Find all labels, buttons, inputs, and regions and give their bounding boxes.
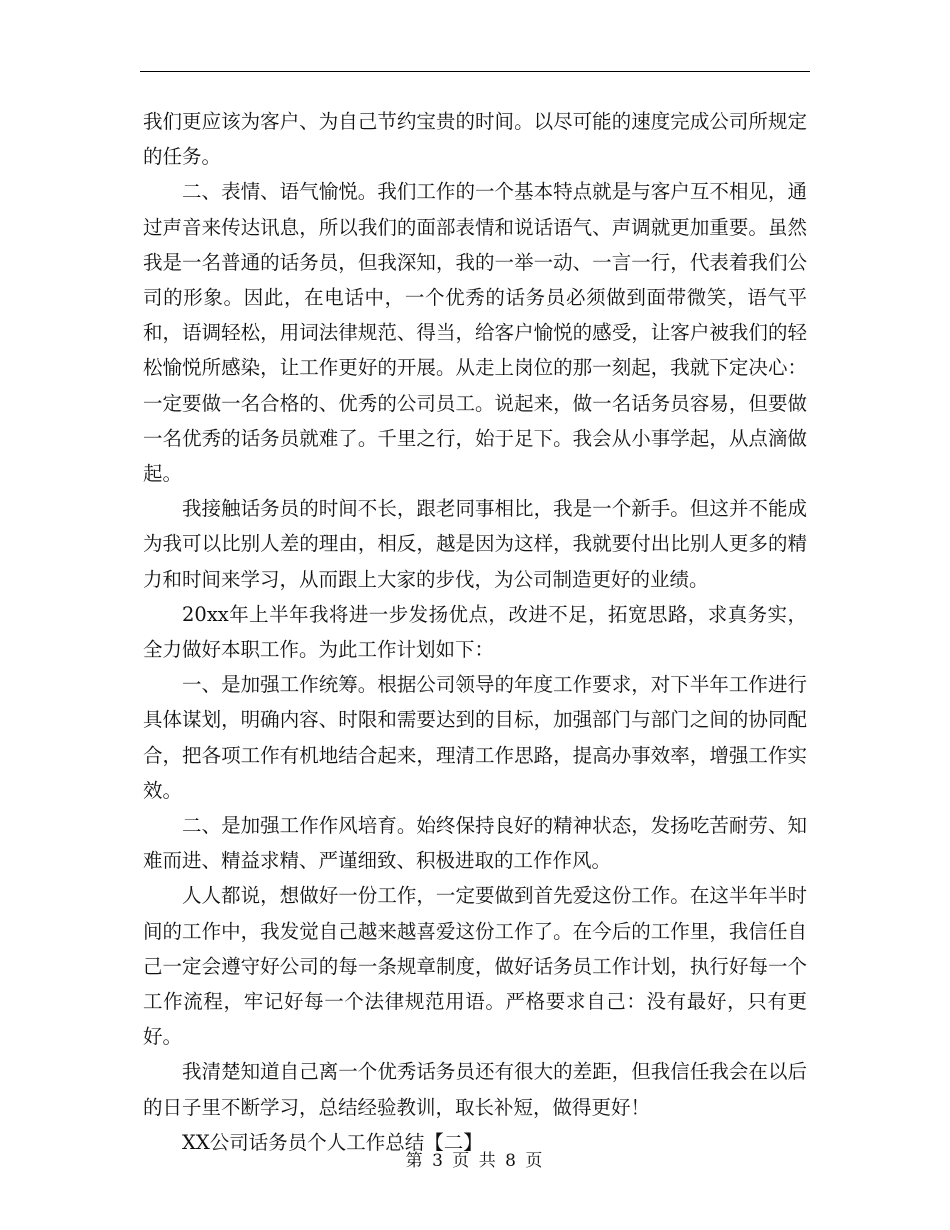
paragraph-plan-item-2: 二、是加强工作作风培育。始终保持良好的精神状态，发扬吃苦耐劳、知难而进、精益求精、严谨细致、积极进取的工作作风。 — [143, 814, 807, 873]
document-body — [143, 104, 807, 1160]
paragraph-plan-item-1: 一、是加强工作统筹。根据公司领导的年度工作要求，对下半年工作进行具体谋划，明确内容、时限和需要达到的目标，加强部门与部门之间的协同配合，把各项工作有机地结合起来，理清工作思路，提高办事效率，增强工作实效。 — [143, 673, 807, 802]
paragraph-expression-tone: 二、表情、语气愉悦。我们工作的一个基本特点就是与客户互不相见，通过声音来传达讯息，所以我们的面部表情和说话语气、声调就更加重要。虽然我是一名普通的话务员，但我深知，我的一举一动、一言一行，代表着我们公司的形象。因此，在电话中，一个优秀的话务员必须做到面带微笑，语气平和，语调轻松，用词法律规范、得当，给客户愉悦的感受，让客户被我们的轻松愉悦所感染，让工作更好的开展。从走上岗位的那一刻起，我就下定决心：一定要做一名合格的、优秀的公司员工。说起来，做一名话务员容易，但要做一名优秀的话务员就难了。千里之行，始于足下。我会从小事学起，从点滴做起。 — [143, 180, 807, 486]
paragraph-plan-intro: 20xx年上半年我将进一步发扬优点，改进不足，拓宽思路，求真务实，全力做好本职工作。为此工作计划如下： — [143, 602, 807, 662]
header-rule — [140, 71, 810, 72]
page-number-footer: 第 3 页 共 8 页 — [405, 1151, 545, 1171]
section-heading: XX公司话务员个人工作总结【二】 — [182, 1130, 483, 1154]
paragraph-love-work: 人人都说，想做好一份工作，一定要做到首先爱这份工作。在这半年半时间的工作中，我发觉自己越来越喜爱这份工作了。在今后的工作里，我信任自己一定会遵守好公司的每一条规章制度，做好话务员工作计划，执行好每一个工作流程，牢记好每一个法律规范用语。严格要求自己：没有最好，只有更好。 — [143, 884, 807, 1049]
paragraph-conclusion: 我清楚知道自己离一个优秀话务员还有很大的差距，但我信任我会在以后的日子里不断学习，总结经验教训，取长补短，做得更好！ — [143, 1060, 807, 1119]
paragraph-continuation: 我们更应该为客户、为自己节约宝贵的时间。以尽可能的速度完成公司所规定的任务。 — [143, 110, 807, 169]
paragraph-newcomer: 我接触话务员的时间不长，跟老同事相比，我是一个新手。但这并不能成为我可以比别人差的理由，相反，越是因为这样，我就要付出比别人更多的精力和时间来学习，从而跟上大家的步伐，为公司制造更好的业绩。 — [143, 497, 807, 591]
